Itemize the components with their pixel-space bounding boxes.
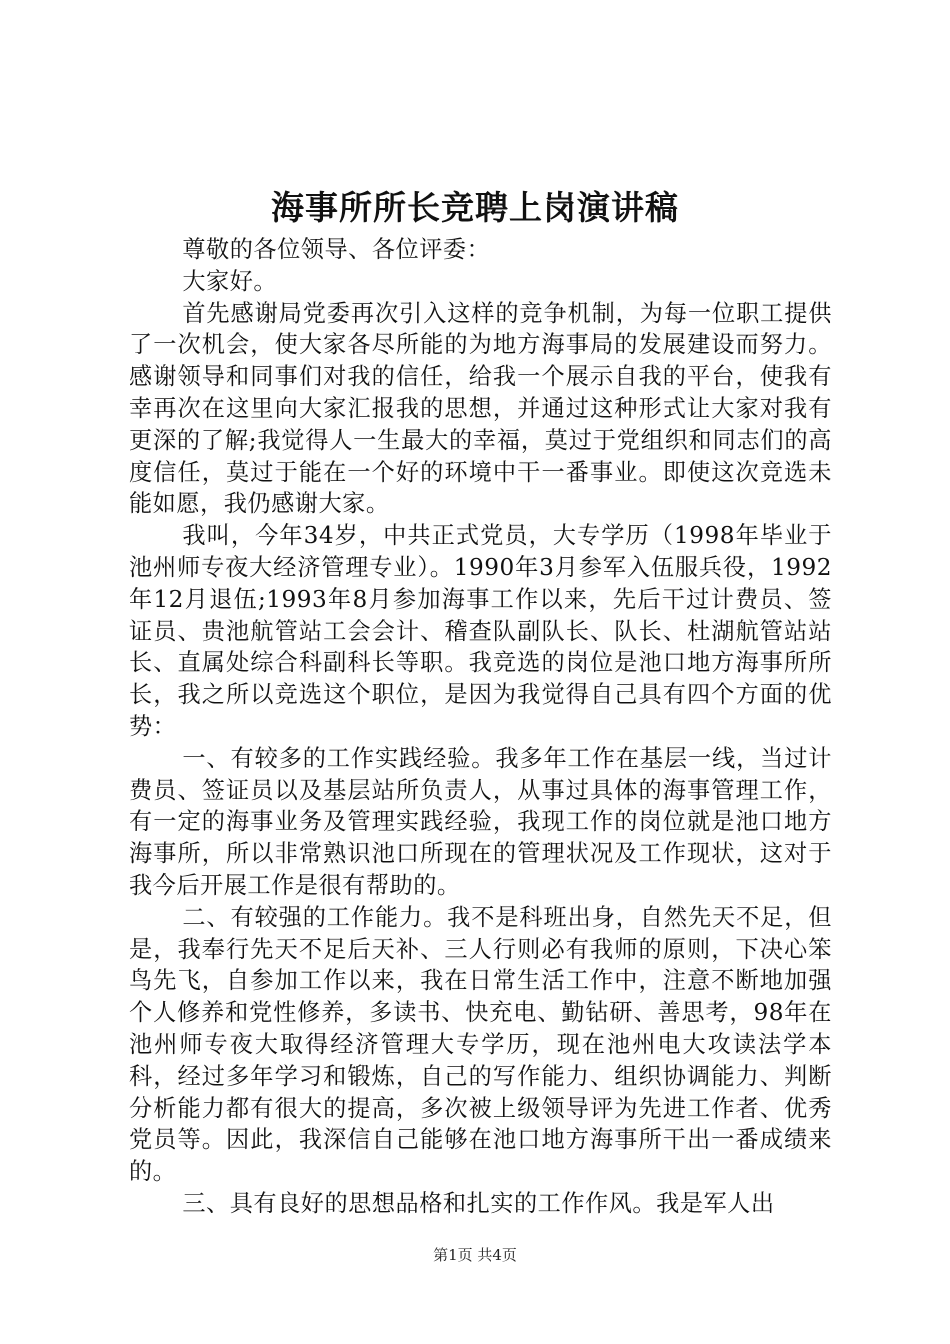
page-footer: 第1页 共4页 bbox=[433, 1246, 517, 1264]
advantage-two-paragraph: 二、有较强的工作能力。我不是科班出身，自然先天不足，但是，我奉行先天不足后天补、三人行则必有我师的原则，下决心笨鸟先飞，自参加工作以来，我在日常生活工作中，注意不断地加强个人修养和党性修养，多读书、快充电、勤钻研、善思考，98年在池州师专夜大取得经济管理大专学历，现在池州电大攻读法学本科，经过多年学习和锻炼，自己的写作能力、组织协调能力、判断分析能力都有很大的提高，多次被上级领导评为先进工作者、优秀党员等。因此，我深信自己能够在池口地方海事所干出一番成绩来的。 bbox=[129, 903, 832, 1186]
speech-body bbox=[129, 234, 832, 1220]
thanks-paragraph: 首先感谢局党委再次引入这样的竞争机制，为每一位职工提供了一次机会，使大家各尽所能的为地方海事局的发展建设而努力。感谢领导和同事们对我的信任，给我一个展示自我的平台，使我有幸再次在这里向大家汇报我的思想，并通过这种形式让大家对我有更深的了解;我觉得人一生最大的幸福，莫过于党组织和同志们的高度信任，莫过于能在一个好的环境中干一番事业。即使这次竞选未能如愿，我仍感谢大家。 bbox=[129, 299, 832, 518]
self-intro-paragraph: 我叫，今年34岁，中共正式党员，大专学历（1998年毕业于池州师专夜大经济管理专业）。1990年3月参军入伍服兵役，1992年12月退伍;1993年8月参加海事工作以来，先后干过计费员、签证员、贵池航管站工会会计、稽查队副队长、队长、杜湖航管站站长、直属处综合科副科长等职。我竞选的岗位是池口地方海事所所长，我之所以竞选这个职位，是因为我觉得自己具有四个方面的优势： bbox=[129, 522, 832, 740]
salutation-paragraph: 尊敬的各位领导、各位评委： bbox=[182, 236, 491, 263]
advantage-one-paragraph: 一、有较多的工作实践经验。我多年工作在基层一线，当过计费员、签证员以及基层站所负责人，从事过具体的海事管理工作，有一定的海事业务及管理实践经验，我现工作的岗位就是池口地方海事所，所以非常熟识池口所现在的管理状况及工作现状，这对于我今后开展工作是很有帮助的。 bbox=[129, 744, 832, 899]
greeting-paragraph: 大家好。 bbox=[182, 267, 278, 295]
page-title: 海事所所长竞聘上岗演讲稿 bbox=[271, 188, 679, 227]
advantage-three-paragraph: 三、具有良好的思想品格和扎实的工作作风。我是军人出 bbox=[182, 1189, 775, 1217]
